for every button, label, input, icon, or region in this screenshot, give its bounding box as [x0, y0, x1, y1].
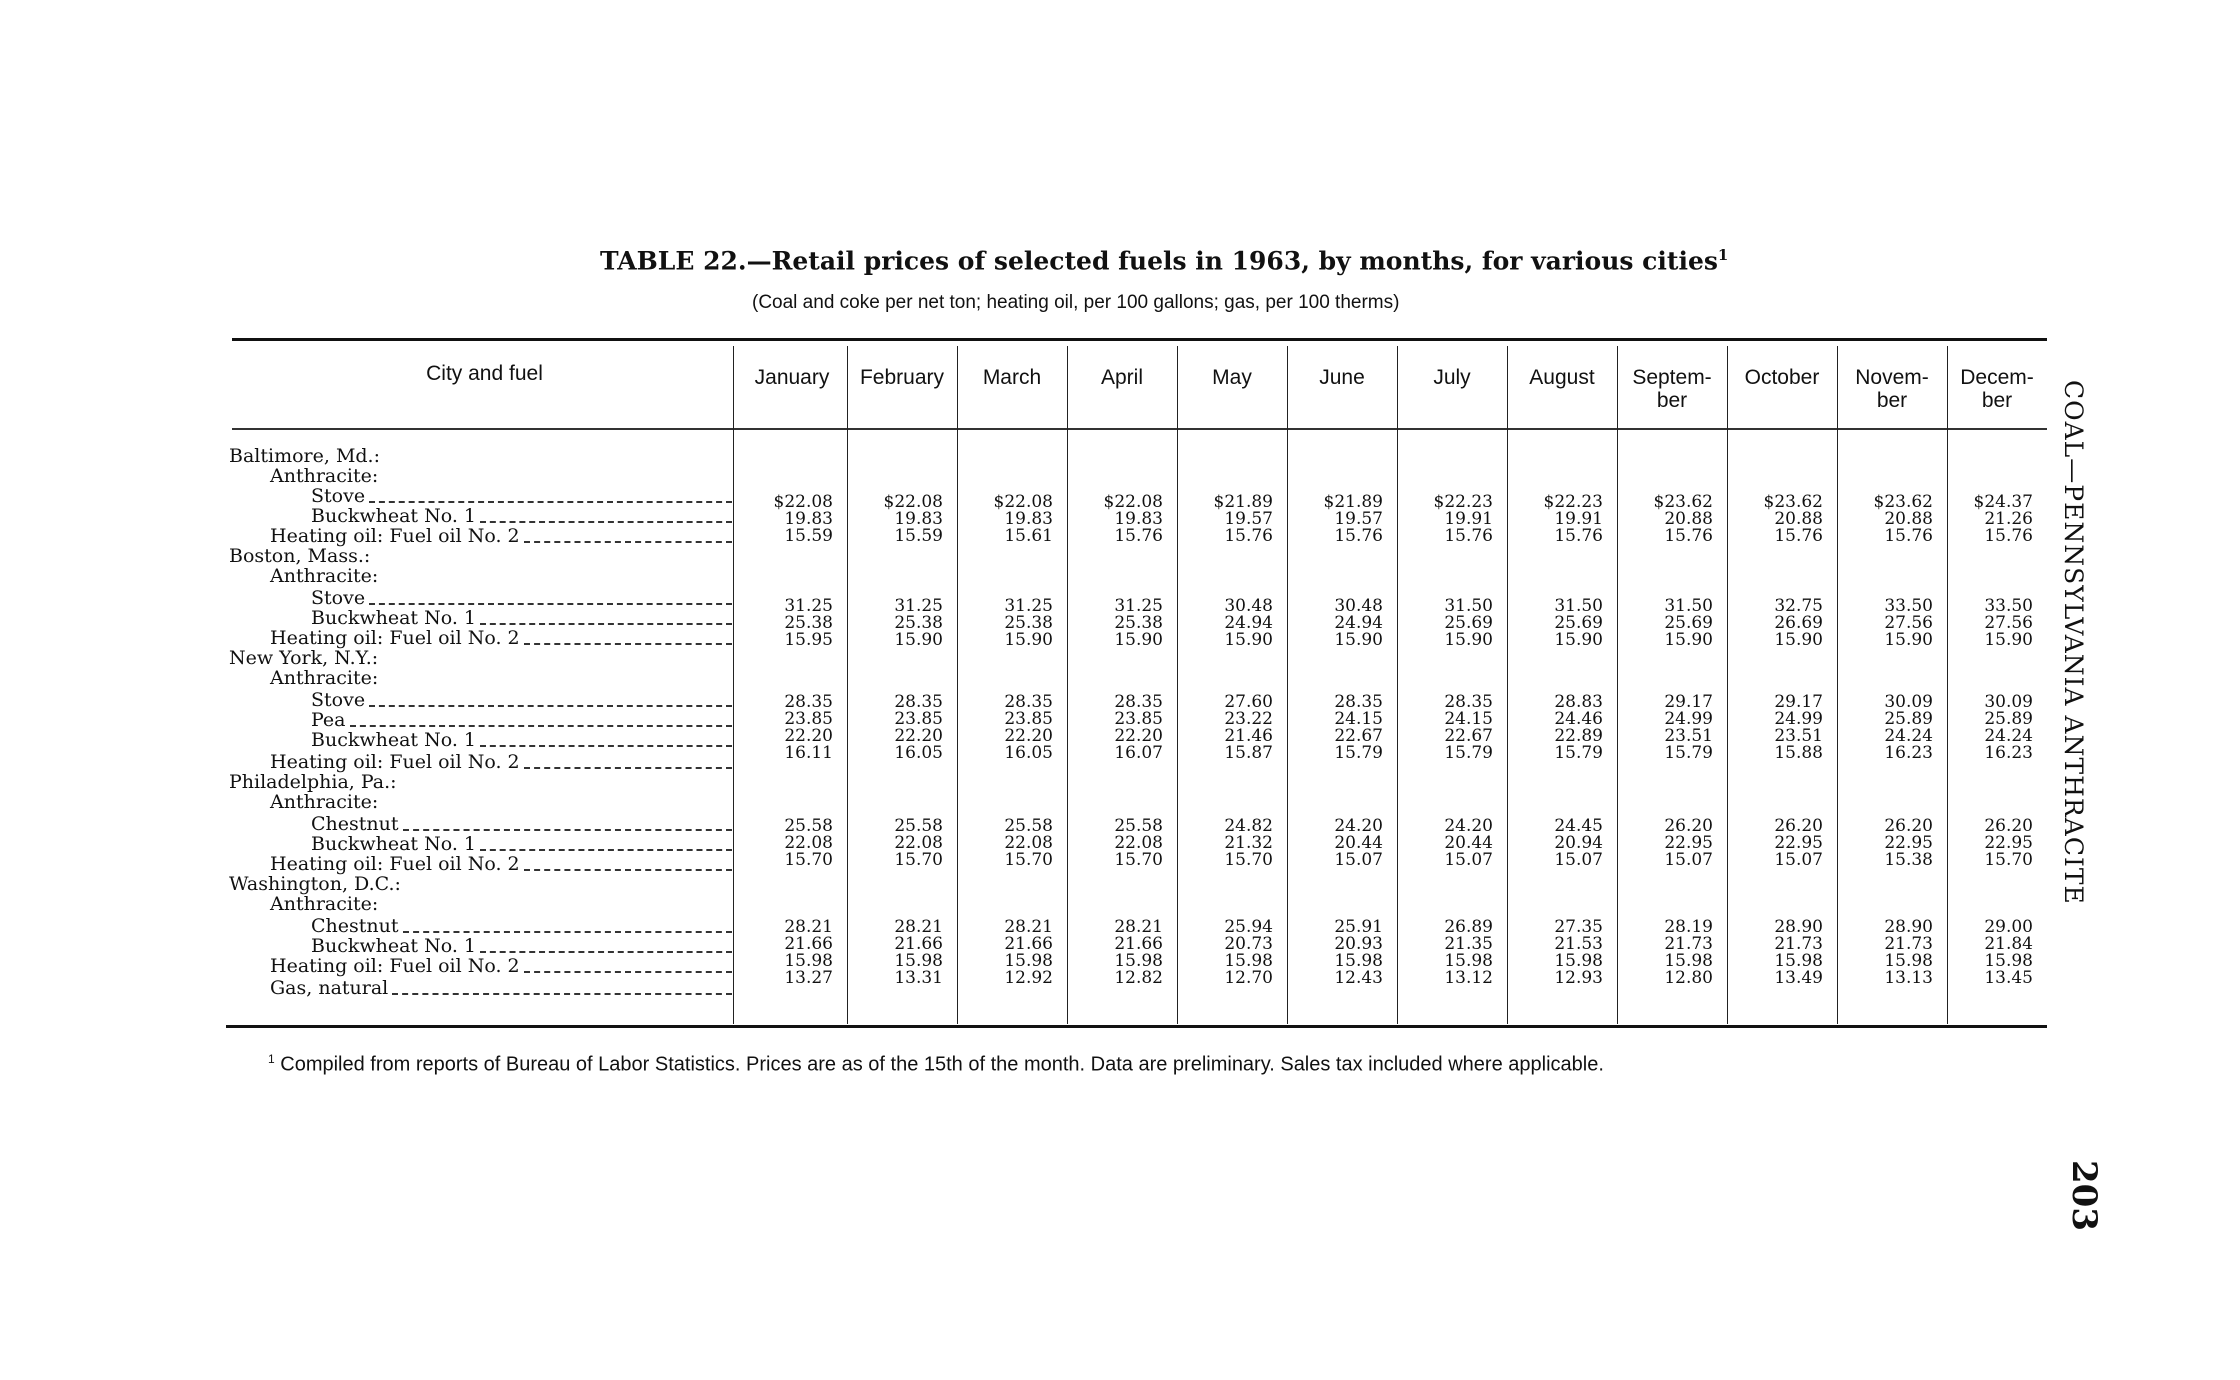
header-month	[1727, 366, 1837, 389]
price-cell: 25.89	[1984, 709, 2033, 729]
price-cell: 26.20	[1984, 816, 2033, 836]
row-label: Anthracite:	[270, 791, 379, 813]
row-label: Buckwheat No. 1	[311, 607, 476, 629]
price-cell: $22.23	[1433, 492, 1493, 512]
header-month-line: March	[982, 366, 1042, 389]
page-number	[2060, 1160, 2120, 1230]
price-cell: 28.35	[1004, 692, 1053, 712]
price-cell: 28.35	[1444, 692, 1493, 712]
price-cell: 15.76	[1334, 526, 1383, 546]
price-cell: $22.08	[883, 492, 943, 512]
price-cell: 15.90	[1114, 630, 1163, 650]
price-cell: 12.80	[1664, 968, 1713, 988]
price-cell: 13.27	[784, 968, 833, 988]
price-cell: 15.98	[1114, 951, 1163, 971]
table-top-rule	[232, 338, 2047, 341]
header-city-and-fuel: City and fuel	[426, 362, 543, 385]
row-label: Anthracite:	[270, 565, 379, 587]
price-cell: 15.90	[1774, 630, 1823, 650]
price-cell: 15.95	[784, 630, 833, 650]
price-cell: 15.98	[1984, 951, 2033, 971]
price-cell: 28.35	[784, 692, 833, 712]
price-cell: 15.98	[784, 951, 833, 971]
price-cell: 25.58	[784, 816, 833, 836]
row-label: Anthracite:	[270, 893, 379, 915]
price-cell: 15.90	[1444, 630, 1493, 650]
price-cell: 33.50	[1884, 596, 1933, 616]
price-cell: 15.07	[1774, 850, 1823, 870]
price-cell: 15.76	[1774, 526, 1823, 546]
price-cell: 26.89	[1444, 917, 1493, 937]
price-cell: 25.58	[1114, 816, 1163, 836]
price-cell: 22.95	[1664, 833, 1713, 853]
price-cell: 32.75	[1774, 596, 1823, 616]
row-label: Washington, D.C.:	[229, 873, 401, 895]
price-cell: 19.83	[1004, 509, 1053, 529]
price-cell: $22.08	[1103, 492, 1163, 512]
price-cell: 31.25	[1004, 596, 1053, 616]
table-subtitle: (Coal and coke per net ton; heating oil, per 100 gallons; gas, per 100 therms)	[752, 292, 1400, 313]
dot-leader	[480, 521, 732, 523]
header-month	[1837, 366, 1947, 412]
price-cell: 22.95	[1984, 833, 2033, 853]
dot-leader	[480, 623, 732, 625]
price-cell: 20.94	[1554, 833, 1603, 853]
dot-leader	[524, 643, 732, 645]
footnote	[268, 1052, 1604, 1077]
price-cell: $23.62	[1763, 492, 1823, 512]
price-cell: 21.53	[1554, 934, 1603, 954]
price-cell: 21.46	[1224, 726, 1273, 746]
price-cell: 19.57	[1224, 509, 1273, 529]
price-cell: 20.88	[1774, 509, 1823, 529]
footnote-text: Compiled from reports of Bureau of Labor Statistics. Prices are as of the 15th of the month. Data are preliminary. Sales tax included where applicable.	[280, 1053, 1604, 1076]
running-head-text: COAL—PENNSYLVANIA ANTHRACITE	[2059, 380, 2088, 905]
price-cell: 24.20	[1444, 816, 1493, 836]
price-cell: 31.50	[1444, 596, 1493, 616]
row-label: Buckwheat No. 1	[311, 935, 476, 957]
price-cell: 25.89	[1884, 709, 1933, 729]
price-cell: 15.70	[784, 850, 833, 870]
dot-leader	[524, 767, 732, 769]
price-cell: 28.83	[1554, 692, 1603, 712]
row-label: Stove	[311, 689, 366, 711]
price-cell: 27.35	[1554, 917, 1603, 937]
column-divider	[733, 346, 734, 1024]
price-cell: 21.66	[894, 934, 943, 954]
price-cell: 24.46	[1554, 709, 1603, 729]
price-cell: 20.88	[1664, 509, 1713, 529]
price-cell: 21.66	[1114, 934, 1163, 954]
price-cell: 16.05	[1004, 743, 1053, 763]
dot-leader	[480, 745, 732, 747]
price-cell: 15.38	[1884, 850, 1933, 870]
dot-leader	[369, 603, 732, 605]
price-cell: 13.49	[1774, 968, 1823, 988]
price-cell: 15.76	[1884, 526, 1933, 546]
price-cell: 20.73	[1224, 934, 1273, 954]
header-month-line: July	[1433, 366, 1471, 389]
price-cell: 22.20	[1004, 726, 1053, 746]
dot-leader	[524, 971, 732, 973]
price-cell: 15.70	[1004, 850, 1053, 870]
price-cell: 29.00	[1984, 917, 2033, 937]
dot-leader	[480, 951, 732, 953]
price-cell: 15.59	[894, 526, 943, 546]
row-label: Boston, Mass.:	[229, 545, 371, 567]
price-cell: 33.50	[1984, 596, 2033, 616]
price-cell: 15.98	[894, 951, 943, 971]
price-cell: 27.60	[1224, 692, 1273, 712]
price-cell: 31.25	[894, 596, 943, 616]
row-label: Heating oil: Fuel oil No. 2	[270, 853, 520, 875]
price-cell: 15.98	[1884, 951, 1933, 971]
price-cell: 15.90	[1334, 630, 1383, 650]
price-cell: 20.93	[1334, 934, 1383, 954]
table-header-rule	[232, 428, 2047, 430]
price-cell: 21.84	[1984, 934, 2033, 954]
price-cell: 28.21	[1114, 917, 1163, 937]
price-cell: 16.23	[1884, 743, 1933, 763]
price-cell: 31.50	[1664, 596, 1713, 616]
header-month	[847, 366, 957, 389]
dot-leader	[403, 829, 732, 831]
price-cell: 22.20	[784, 726, 833, 746]
price-cell: 22.67	[1444, 726, 1493, 746]
price-cell: 12.92	[1004, 968, 1053, 988]
price-cell: 19.83	[1114, 509, 1163, 529]
price-cell: 24.24	[1884, 726, 1933, 746]
price-cell: 24.94	[1334, 613, 1383, 633]
price-cell: 24.24	[1984, 726, 2033, 746]
price-cell: 28.90	[1774, 917, 1823, 937]
price-cell: 23.51	[1664, 726, 1713, 746]
price-cell: 15.88	[1774, 743, 1823, 763]
price-cell: 15.90	[1224, 630, 1273, 650]
price-cell: 15.98	[1224, 951, 1273, 971]
price-cell: 15.07	[1334, 850, 1383, 870]
price-cell: 28.21	[894, 917, 943, 937]
price-cell: 15.61	[1004, 526, 1053, 546]
price-cell: $22.08	[993, 492, 1053, 512]
price-cell: 15.70	[1984, 850, 2033, 870]
price-cell: 25.69	[1554, 613, 1603, 633]
price-cell: 15.98	[1554, 951, 1603, 971]
header-month-line: August	[1529, 366, 1595, 389]
price-cell: 31.50	[1554, 596, 1603, 616]
header-month-line: October	[1744, 366, 1820, 389]
price-cell: 15.90	[1984, 630, 2033, 650]
price-cell: 15.90	[1004, 630, 1053, 650]
price-cell: 13.31	[894, 968, 943, 988]
price-cell: 16.11	[784, 743, 833, 763]
price-cell: 22.08	[894, 833, 943, 853]
price-cell: 16.23	[1984, 743, 2033, 763]
price-cell: 28.21	[1004, 917, 1053, 937]
price-cell: 22.08	[1114, 833, 1163, 853]
dot-leader	[392, 993, 732, 995]
price-cell: 28.35	[1334, 692, 1383, 712]
price-cell: 15.76	[1114, 526, 1163, 546]
price-cell: 31.25	[784, 596, 833, 616]
dot-leader	[480, 849, 732, 851]
price-cell: 13.45	[1984, 968, 2033, 988]
price-cell: 30.09	[1984, 692, 2033, 712]
price-cell: 29.17	[1664, 692, 1713, 712]
price-cell: 15.98	[1444, 951, 1493, 971]
row-label: Chestnut	[311, 813, 399, 835]
price-cell: 15.70	[894, 850, 943, 870]
header-month	[1067, 366, 1177, 389]
header-month	[1177, 366, 1287, 389]
price-cell: 23.85	[1004, 709, 1053, 729]
price-cell: 25.38	[784, 613, 833, 633]
price-cell: $24.37	[1973, 492, 2033, 512]
price-cell: 25.69	[1444, 613, 1493, 633]
price-cell: 15.07	[1664, 850, 1713, 870]
dot-leader	[350, 725, 732, 727]
header-month	[1287, 366, 1397, 389]
price-cell: 15.90	[894, 630, 943, 650]
row-label: Stove	[311, 485, 366, 507]
price-cell: 21.35	[1444, 934, 1493, 954]
price-cell: $23.62	[1873, 492, 1933, 512]
price-cell: 28.35	[1114, 692, 1163, 712]
price-cell: 21.73	[1664, 934, 1713, 954]
row-label: Buckwheat No. 1	[311, 729, 476, 751]
header-month	[1617, 366, 1727, 412]
row-label: Heating oil: Fuel oil No. 2	[270, 751, 520, 773]
header-month-line: February	[859, 366, 945, 389]
row-label: Heating oil: Fuel oil No. 2	[270, 525, 520, 547]
header-month-line: January	[754, 366, 830, 389]
price-cell: 13.12	[1444, 968, 1493, 988]
price-cell: 24.94	[1224, 613, 1273, 633]
price-cell: 20.44	[1444, 833, 1493, 853]
price-cell: 15.76	[1224, 526, 1273, 546]
price-cell: 28.90	[1884, 917, 1933, 937]
row-label: Heating oil: Fuel oil No. 2	[270, 955, 520, 977]
price-cell: 19.83	[894, 509, 943, 529]
row-label: Buckwheat No. 1	[311, 833, 476, 855]
price-cell: 23.85	[1114, 709, 1163, 729]
price-cell: 26.20	[1774, 816, 1823, 836]
dot-leader	[403, 931, 732, 933]
header-month-line: ber	[1876, 389, 1908, 412]
price-cell: 22.08	[1004, 833, 1053, 853]
price-cell: 22.89	[1554, 726, 1603, 746]
price-cell: 22.95	[1884, 833, 1933, 853]
price-cell: 23.22	[1224, 709, 1273, 729]
price-cell: 15.79	[1664, 743, 1713, 763]
price-cell: 15.90	[1554, 630, 1603, 650]
header-month	[1397, 366, 1507, 389]
price-cell: 25.69	[1664, 613, 1713, 633]
header-month-line: May	[1212, 366, 1252, 389]
title-footnote-mark: 1	[1717, 246, 1729, 264]
price-cell: 19.91	[1554, 509, 1603, 529]
price-cell: 25.58	[894, 816, 943, 836]
header-month-line: Decem-	[1960, 366, 2034, 389]
price-cell: 15.76	[1984, 526, 2033, 546]
row-label: Anthracite:	[270, 465, 379, 487]
running-head	[2048, 380, 2228, 980]
price-cell: 21.73	[1884, 934, 1933, 954]
price-cell: 21.66	[1004, 934, 1053, 954]
price-cell: 23.51	[1774, 726, 1823, 746]
price-cell: 15.90	[1884, 630, 1933, 650]
header-month-line: ber	[1656, 389, 1688, 412]
price-cell: 27.56	[1884, 613, 1933, 633]
row-label: Philadelphia, Pa.:	[229, 771, 397, 793]
price-cell: 28.21	[784, 917, 833, 937]
price-cell: $21.89	[1213, 492, 1273, 512]
price-cell: 30.48	[1224, 596, 1273, 616]
dot-leader	[369, 705, 732, 707]
price-cell: 21.26	[1984, 509, 2033, 529]
header-month	[1507, 366, 1617, 389]
price-cell: 23.85	[894, 709, 943, 729]
price-cell: 20.88	[1884, 509, 1933, 529]
price-cell: 25.38	[1004, 613, 1053, 633]
price-cell: 24.20	[1334, 816, 1383, 836]
price-cell: $22.08	[773, 492, 833, 512]
price-cell: 15.76	[1444, 526, 1493, 546]
price-cell: 24.15	[1334, 709, 1383, 729]
header-month	[1947, 366, 2047, 412]
table-title	[600, 246, 1729, 276]
row-label: Baltimore, Md.:	[229, 445, 380, 467]
row-label: Buckwheat No. 1	[311, 505, 476, 527]
price-cell: 16.07	[1114, 743, 1163, 763]
price-cell: 15.79	[1554, 743, 1603, 763]
price-cell: 15.07	[1444, 850, 1493, 870]
price-cell: 25.94	[1224, 917, 1273, 937]
price-cell: 19.57	[1334, 509, 1383, 529]
price-cell: 15.79	[1334, 743, 1383, 763]
price-cell: 15.59	[784, 526, 833, 546]
row-label: Heating oil: Fuel oil No. 2	[270, 627, 520, 649]
price-cell: 15.76	[1664, 526, 1713, 546]
price-cell: 12.82	[1114, 968, 1163, 988]
price-cell: 21.73	[1774, 934, 1823, 954]
footnote-mark: 1	[268, 1052, 275, 1066]
price-cell: 27.56	[1984, 613, 2033, 633]
price-cell: 15.70	[1224, 850, 1273, 870]
header-month-line: ber	[1981, 389, 2013, 412]
price-cell: 24.15	[1444, 709, 1493, 729]
table-title-text: TABLE 22.—Retail prices of selected fuels in 1963, by months, for various cities	[600, 246, 1718, 276]
price-cell: 28.19	[1664, 917, 1713, 937]
price-cell: 15.70	[1114, 850, 1163, 870]
table-bottom-rule	[226, 1025, 2047, 1028]
price-cell: 24.45	[1554, 816, 1603, 836]
price-cell: 15.98	[1774, 951, 1823, 971]
price-cell: 22.08	[784, 833, 833, 853]
price-cell: 23.85	[784, 709, 833, 729]
header-month-line: April	[1100, 366, 1143, 389]
price-cell: $23.62	[1653, 492, 1713, 512]
price-cell: 21.66	[784, 934, 833, 954]
price-cell: 22.20	[894, 726, 943, 746]
price-cell: 22.95	[1774, 833, 1823, 853]
price-cell: 20.44	[1334, 833, 1383, 853]
price-cell: 25.58	[1004, 816, 1053, 836]
row-label: Gas, natural	[270, 977, 389, 999]
price-cell: 15.98	[1664, 951, 1713, 971]
dot-leader	[369, 501, 732, 503]
price-cell: 15.79	[1444, 743, 1493, 763]
row-label: Anthracite:	[270, 667, 379, 689]
price-cell: 24.82	[1224, 816, 1273, 836]
price-cell: 26.20	[1664, 816, 1713, 836]
price-cell: 22.67	[1334, 726, 1383, 746]
price-cell: 15.07	[1554, 850, 1603, 870]
row-label: Pea	[311, 709, 346, 731]
price-cell: 29.17	[1774, 692, 1823, 712]
price-cell: 12.93	[1554, 968, 1603, 988]
price-cell: 15.90	[1664, 630, 1713, 650]
price-cell: 22.20	[1114, 726, 1163, 746]
dot-leader	[524, 869, 732, 871]
price-cell: $22.23	[1543, 492, 1603, 512]
header-month-line: Novem-	[1855, 366, 1929, 389]
header-month-line: Septem-	[1632, 366, 1712, 389]
price-cell: 25.91	[1334, 917, 1383, 937]
price-cell: 26.20	[1884, 816, 1933, 836]
price-cell: 15.98	[1334, 951, 1383, 971]
price-cell: 12.43	[1334, 968, 1383, 988]
price-cell: 15.98	[1004, 951, 1053, 971]
price-cell: 31.25	[1114, 596, 1163, 616]
price-cell: 28.35	[894, 692, 943, 712]
price-cell: 30.48	[1334, 596, 1383, 616]
price-cell: $21.89	[1323, 492, 1383, 512]
price-cell: 16.05	[894, 743, 943, 763]
price-cell: 19.91	[1444, 509, 1493, 529]
price-cell: 24.99	[1664, 709, 1713, 729]
price-cell: 25.38	[894, 613, 943, 633]
page-number-text: 203	[2064, 1160, 2104, 1231]
header-month	[737, 366, 847, 389]
price-cell: 12.70	[1224, 968, 1273, 988]
price-cell: 24.99	[1774, 709, 1823, 729]
header-month	[957, 366, 1067, 389]
row-label: Stove	[311, 587, 366, 609]
price-cell: 19.83	[784, 509, 833, 529]
price-cell: 15.76	[1554, 526, 1603, 546]
row-label: New York, N.Y.:	[229, 647, 379, 669]
price-cell: 26.69	[1774, 613, 1823, 633]
dot-leader	[524, 541, 732, 543]
row-label: Chestnut	[311, 915, 399, 937]
header-month-line: June	[1319, 366, 1365, 389]
price-cell: 25.38	[1114, 613, 1163, 633]
price-cell: 21.32	[1224, 833, 1273, 853]
price-cell: 30.09	[1884, 692, 1933, 712]
price-cell: 13.13	[1884, 968, 1933, 988]
price-cell: 15.87	[1224, 743, 1273, 763]
